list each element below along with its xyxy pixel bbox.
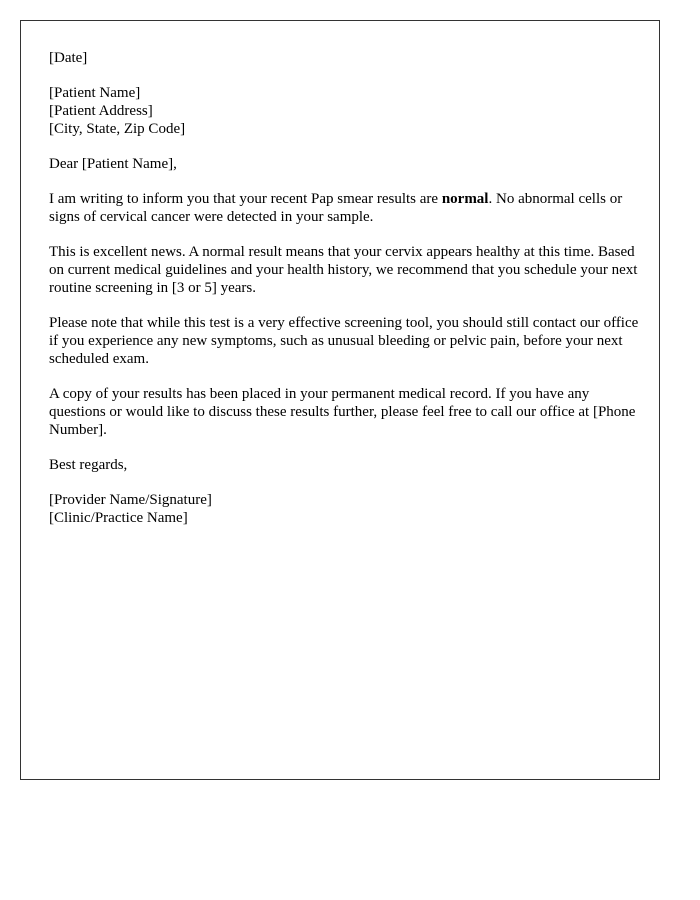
- paragraph-results: [49, 190, 639, 226]
- paragraph-record-contact: A copy of your results has been placed in your permanent medical record. If you have any questions or would like to discuss these results further, please feel free to call our office at [Phone Number].: [49, 386, 636, 438]
- recipient-address: [Patient Address]: [49, 103, 153, 119]
- provider-signature: [Provider Name/Signature]: [49, 492, 212, 508]
- paragraph-results-intro: I am writing to inform you that your recent Pap smear results are: [49, 191, 442, 207]
- signature-block: [49, 491, 639, 527]
- recipient-block: [49, 84, 639, 138]
- recipient-name: [Patient Name]: [49, 85, 141, 101]
- paragraph-symptoms-note: Please note that while this test is a very effective screening tool, you should still contact our office if you experience any new symptoms, such as unusual bleeding or pelvic pain, before your next scheduled exam.: [49, 315, 639, 367]
- letter-date: [Date]: [49, 50, 88, 66]
- letter-body: [49, 49, 639, 544]
- paragraph-recommendation: This is excellent news. A normal result means that your cervix appears healthy at this time. Based on current medical guidelines and your health history, we recommend that you schedule your next routine screening in [3 or 5] years.: [49, 244, 638, 296]
- salutation: Dear [Patient Name],: [49, 156, 177, 172]
- letter-page: [20, 20, 660, 780]
- clinic-name: [Clinic/Practice Name]: [49, 510, 188, 526]
- paragraph-results-detail: . No abnormal cells or signs of cervical cancer were detected in your sample.: [49, 191, 623, 225]
- closing: Best regards,: [49, 457, 128, 473]
- result-emphasis: normal: [441, 191, 489, 207]
- recipient-city-state-zip: [City, State, Zip Code]: [49, 121, 186, 137]
